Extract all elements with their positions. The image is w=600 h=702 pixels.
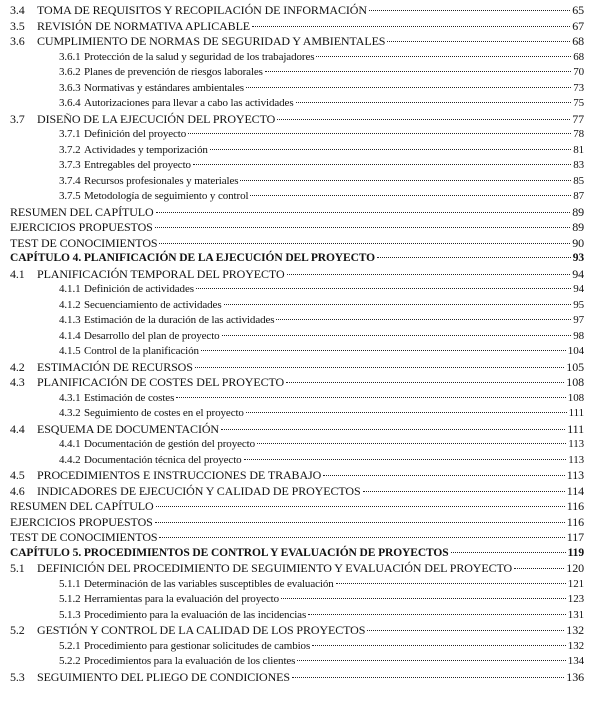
dot-leader	[287, 274, 571, 275]
toc-entry	[10, 560, 584, 576]
toc-entry	[10, 235, 584, 251]
toc-entry-number: 4.3.2	[59, 407, 81, 419]
toc-entry-page: 136	[566, 669, 584, 684]
toc-entry	[59, 312, 584, 328]
toc-entry-page: 68	[572, 34, 584, 48]
toc-entry	[59, 126, 584, 142]
toc-entry-page: 116	[566, 514, 584, 529]
toc-entry-title: INDICADORES DE EJECUCIÓN Y CALIDAD DE PROYECTOS	[37, 483, 361, 498]
toc-entry-page: 117	[566, 530, 584, 544]
toc-entry	[10, 219, 584, 235]
dot-leader	[221, 429, 565, 430]
toc-entry-page: 68	[573, 50, 584, 63]
toc-entry	[59, 49, 584, 65]
dot-leader	[176, 397, 566, 398]
dot-leader	[336, 583, 566, 584]
dot-leader	[281, 598, 566, 599]
dot-leader	[252, 26, 570, 27]
dot-leader	[222, 335, 572, 336]
toc-entry-page: 90	[572, 235, 584, 250]
dot-leader	[196, 288, 571, 289]
toc-entry-page: 120	[566, 561, 584, 575]
toc-entry-number: 4.1.1	[59, 283, 81, 295]
toc-entry-title: EJERCICIOS PROPUESTOS	[10, 220, 153, 234]
toc-entry-title: Planes de prevención de riesgos laborales	[84, 66, 263, 78]
toc-entry-page: 67	[572, 18, 584, 33]
toc-entry-title: SEGUIMIENTO DEL PLIEGO DE CONDICIONES	[37, 669, 290, 684]
toc-entry-title: Procedimiento para la evaluación de las incidencias	[84, 608, 307, 621]
toc-entry-number: 4.1.4	[59, 329, 81, 342]
toc-entry-page: 77	[572, 111, 584, 126]
toc-entry-title: Entregables del proyecto	[84, 159, 191, 171]
toc-entry-title: Definición de actividades	[84, 283, 194, 295]
toc-entry	[59, 638, 584, 654]
dot-leader	[188, 133, 571, 134]
toc-entry-page: 105	[566, 359, 584, 374]
toc-entry-title: PLANIFICACIÓN TEMPORAL DEL PROYECTO	[37, 266, 285, 281]
toc-entry-page: 111	[567, 421, 584, 436]
toc-entry-page: 114	[566, 483, 584, 498]
dot-leader	[156, 506, 565, 507]
toc-entry-number: 3.7	[10, 111, 25, 126]
dot-leader	[312, 645, 566, 646]
toc-entry-page: 78	[573, 128, 584, 140]
dot-leader	[250, 195, 571, 196]
toc-entry-title: Herramientas para la evaluación del proyecto	[84, 593, 280, 605]
dot-leader	[316, 56, 571, 57]
dot-leader	[451, 552, 566, 553]
toc-entry	[59, 607, 584, 623]
toc-entry	[59, 64, 584, 80]
toc-entry	[10, 266, 584, 282]
toc-entry	[59, 188, 584, 204]
toc-entry-title: Control de la planificación	[84, 345, 199, 357]
toc-entry-number: 4.3.1	[59, 391, 81, 404]
toc-entry	[59, 142, 584, 158]
toc-entry-page: 97	[573, 314, 584, 326]
toc-entry-number: 3.6	[10, 34, 25, 48]
toc-entry-title: Definición del proyecto	[84, 128, 187, 140]
toc-entry-title: Determinación de las variables susceptibles de evaluación	[84, 577, 334, 590]
toc-entry-page: 113	[566, 468, 584, 482]
toc-entry-page: 132	[566, 623, 584, 637]
dot-leader	[257, 443, 566, 444]
toc-entry-number: 3.6.1	[59, 50, 81, 63]
toc-entry-page: 93	[572, 252, 584, 264]
toc-entry-page: 83	[573, 159, 584, 171]
dot-leader	[514, 568, 564, 569]
toc-entry	[59, 297, 584, 313]
dot-leader	[276, 319, 571, 320]
toc-entry-title: ESTIMACIÓN DE RECURSOS	[37, 359, 193, 374]
dot-leader	[159, 537, 564, 538]
toc-entry	[59, 390, 584, 406]
toc-entry-page: 123	[567, 593, 584, 605]
toc-entry-number: 5.1.1	[59, 577, 81, 590]
toc-entry	[59, 281, 584, 297]
toc-entry-number: 4.6	[10, 483, 25, 498]
toc-entry-number: 4.3	[10, 375, 25, 389]
toc-entry-title: REVISIÓN DE NORMATIVA APLICABLE	[37, 18, 251, 33]
toc-entry	[59, 328, 584, 344]
toc-entry-page: 81	[573, 143, 584, 156]
toc-entry-number: 3.6.3	[59, 81, 81, 94]
toc-entry	[59, 80, 584, 96]
toc-entry-title: TEST DE CONOCIMIENTOS	[10, 235, 158, 250]
toc-entry-page: 134	[567, 655, 584, 667]
toc-entry-title: Normativas y estándares ambientales	[84, 81, 244, 94]
toc-entry-page: 113	[568, 453, 584, 466]
toc-entry-page: 108	[566, 375, 584, 389]
toc-entry	[10, 498, 584, 514]
toc-entry-title: Recursos profesionales y materiales	[84, 174, 239, 187]
toc-entry-number: 5.3	[10, 669, 25, 684]
toc-entry-number: 4.5	[10, 468, 25, 482]
dot-leader	[277, 119, 570, 120]
dot-leader	[155, 227, 570, 228]
toc-entry-page: 108	[567, 391, 584, 404]
toc-entry-title: ESQUEMA DE DOCUMENTACIÓN	[37, 421, 219, 436]
toc-entry	[10, 18, 584, 34]
toc-entry	[59, 591, 584, 607]
toc-entry	[10, 421, 584, 437]
toc-entry-page: 89	[572, 220, 584, 234]
toc-entry	[10, 514, 584, 530]
chapter-title: CAPÍTULO 5. PROCEDIMIENTOS DE CONTROL Y EVALUACIÓN DE PROYECTOS	[10, 546, 449, 559]
toc-entry-title: Autorizaciones para llevar a cabo las actividades	[84, 97, 294, 109]
toc-entry	[10, 33, 584, 49]
toc-entry-title: PLANIFICACIÓN DE COSTES DEL PROYECTO	[37, 375, 285, 389]
toc-entry-title: TOMA DE REQUISITOS Y RECOPILACIÓN DE INFORMACIÓN	[37, 3, 367, 17]
toc-entry-number: 3.6.4	[59, 97, 81, 109]
dot-leader	[367, 630, 564, 631]
toc-entry	[59, 405, 584, 421]
toc-entry	[10, 529, 584, 545]
toc-entry-title: RESUMEN DEL CAPÍTULO	[10, 204, 154, 219]
toc-entry-title: Procedimientos para la evaluación de los clientes	[84, 655, 296, 667]
toc-entry-number: 5.1	[10, 561, 25, 575]
toc-entry-page: 98	[573, 329, 584, 342]
toc-entry-number: 4.1.5	[59, 345, 81, 357]
toc-entry-number: 5.2.2	[59, 655, 81, 667]
toc-entry	[59, 452, 584, 468]
toc-entry-number: 4.4.1	[59, 438, 81, 450]
toc-entry-title: Seguimiento de costes en el proyecto	[84, 407, 244, 419]
toc-entry-number: 4.4.2	[59, 453, 81, 466]
toc-entry	[59, 436, 584, 452]
toc-entry-title: Documentación técnica del proyecto	[84, 453, 242, 466]
toc-entry	[59, 343, 584, 359]
toc-entry-title: DISEÑO DE LA EJECUCIÓN DEL PROYECTO	[37, 111, 276, 126]
toc-entry	[10, 545, 584, 561]
toc-entry-page: 65	[572, 3, 584, 17]
toc-entry-page: 131	[567, 608, 584, 621]
toc-entry-number: 5.2	[10, 623, 25, 637]
toc-entry-page: 70	[573, 66, 584, 78]
toc-entry-number: 4.1.3	[59, 314, 81, 326]
chapter-title: CAPÍTULO 4. PLANIFICACIÓN DE LA EJECUCIÓN DEL PROYECTO	[10, 252, 375, 264]
toc-entry-page: 85	[573, 174, 584, 187]
dot-leader	[240, 180, 571, 181]
toc-entry	[10, 111, 584, 127]
toc-entry-page: 121	[567, 577, 584, 590]
toc-entry-title: TEST DE CONOCIMIENTOS	[10, 530, 158, 544]
toc-entry-page: 94	[573, 283, 584, 295]
toc-entry-title: RESUMEN DEL CAPÍTULO	[10, 499, 154, 513]
dot-leader	[292, 677, 564, 678]
dot-leader	[369, 10, 570, 11]
toc-entry-number: 3.7.2	[59, 143, 81, 156]
toc-entry	[10, 374, 584, 390]
toc-entry-title: Documentación de gestión del proyecto	[84, 438, 256, 450]
toc-entry-page: 95	[573, 298, 584, 311]
toc-entry-title: Protección de la salud y seguridad de los trabajadores	[84, 50, 315, 63]
dot-leader	[363, 491, 565, 492]
dot-leader	[193, 164, 571, 165]
toc-entry	[10, 467, 584, 483]
toc-entry-page: 75	[573, 97, 584, 109]
toc-entry-number: 5.1.3	[59, 608, 81, 621]
dot-leader	[308, 614, 566, 615]
toc-entry-title: Procedimiento para gestionar solicitudes de cambios	[84, 639, 311, 652]
dot-leader	[246, 87, 571, 88]
toc-entry-number: 3.7.4	[59, 174, 81, 187]
toc-entry	[10, 2, 584, 18]
dot-leader	[201, 350, 566, 351]
dot-leader	[156, 212, 571, 213]
toc-entry	[10, 483, 584, 499]
toc-entry-page: 94	[572, 266, 584, 281]
toc-entry-page: 116	[566, 499, 584, 513]
toc-entry-title: DEFINICIÓN DEL PROCEDIMIENTO DE SEGUIMIENTO Y EVALUACIÓN DEL PROYECTO	[37, 561, 513, 575]
toc-entry-title: CUMPLIMIENTO DE NORMAS DE SEGURIDAD Y AMBIENTALES	[37, 34, 386, 48]
toc-entry	[59, 653, 584, 669]
toc-entry-page: 104	[567, 345, 584, 357]
toc-entry-number: 3.4	[10, 3, 25, 17]
toc-entry	[59, 95, 584, 111]
toc-entry-page: 113	[568, 438, 584, 450]
toc-entry	[59, 173, 584, 189]
dot-leader	[210, 149, 571, 150]
toc-entry-number: 3.7.3	[59, 159, 81, 171]
toc-entry-page: 132	[567, 639, 584, 652]
toc-entry	[10, 204, 584, 220]
dot-leader	[155, 522, 565, 523]
dot-leader	[323, 475, 565, 476]
toc-entry-page: 87	[573, 190, 584, 202]
dot-leader	[377, 257, 571, 258]
toc-entry	[10, 250, 584, 266]
toc-entry-page: 73	[573, 81, 584, 94]
toc-entry-title: Desarrollo del plan de proyecto	[84, 329, 220, 342]
toc-entry-number: 4.1.2	[59, 298, 81, 311]
dot-leader	[195, 367, 564, 368]
toc-entry-title: PROCEDIMIENTOS E INSTRUCCIONES DE TRABAJO	[37, 468, 322, 482]
toc-entry-number: 4.1	[10, 266, 25, 281]
toc-entry-number: 4.2	[10, 359, 25, 374]
dot-leader	[159, 243, 570, 244]
toc-entry-title: Estimación de costes	[84, 391, 175, 404]
toc-entry-page: 111	[568, 407, 584, 419]
dot-leader	[265, 71, 571, 72]
toc-entry	[59, 576, 584, 592]
toc-entry-title: EJERCICIOS PROPUESTOS	[10, 514, 153, 529]
toc-entry-number: 3.7.1	[59, 128, 81, 140]
dot-leader	[286, 382, 564, 383]
toc-entry-title: Secuenciamiento de actividades	[84, 298, 222, 311]
toc-entry-page: 119	[567, 546, 584, 559]
toc-entry-number: 3.6.2	[59, 66, 81, 78]
toc-entry-title: Actividades y temporización	[84, 143, 208, 156]
toc-entry-number: 5.2.1	[59, 639, 81, 652]
toc-entry-number: 3.5	[10, 18, 25, 33]
toc-entry	[10, 359, 584, 375]
toc-entry-number: 3.7.5	[59, 190, 81, 202]
toc-entry	[10, 669, 584, 685]
toc-entry-number: 5.1.2	[59, 593, 81, 605]
dot-leader	[296, 102, 572, 103]
dot-leader	[246, 412, 567, 413]
dot-leader	[224, 304, 572, 305]
toc-entry-page: 89	[572, 204, 584, 219]
toc-entry-title: GESTIÓN Y CONTROL DE LA CALIDAD DE LOS PROYECTOS	[37, 623, 366, 637]
dot-leader	[244, 459, 567, 460]
toc-entry	[59, 157, 584, 173]
toc-entry-title: Estimación de la duración de las actividades	[84, 314, 275, 326]
toc-entry-title: Metodología de seguimiento y control	[84, 190, 249, 202]
dot-leader	[387, 41, 570, 42]
toc-entry	[10, 622, 584, 638]
toc-entry-number: 4.4	[10, 421, 25, 436]
dot-leader	[297, 660, 565, 661]
